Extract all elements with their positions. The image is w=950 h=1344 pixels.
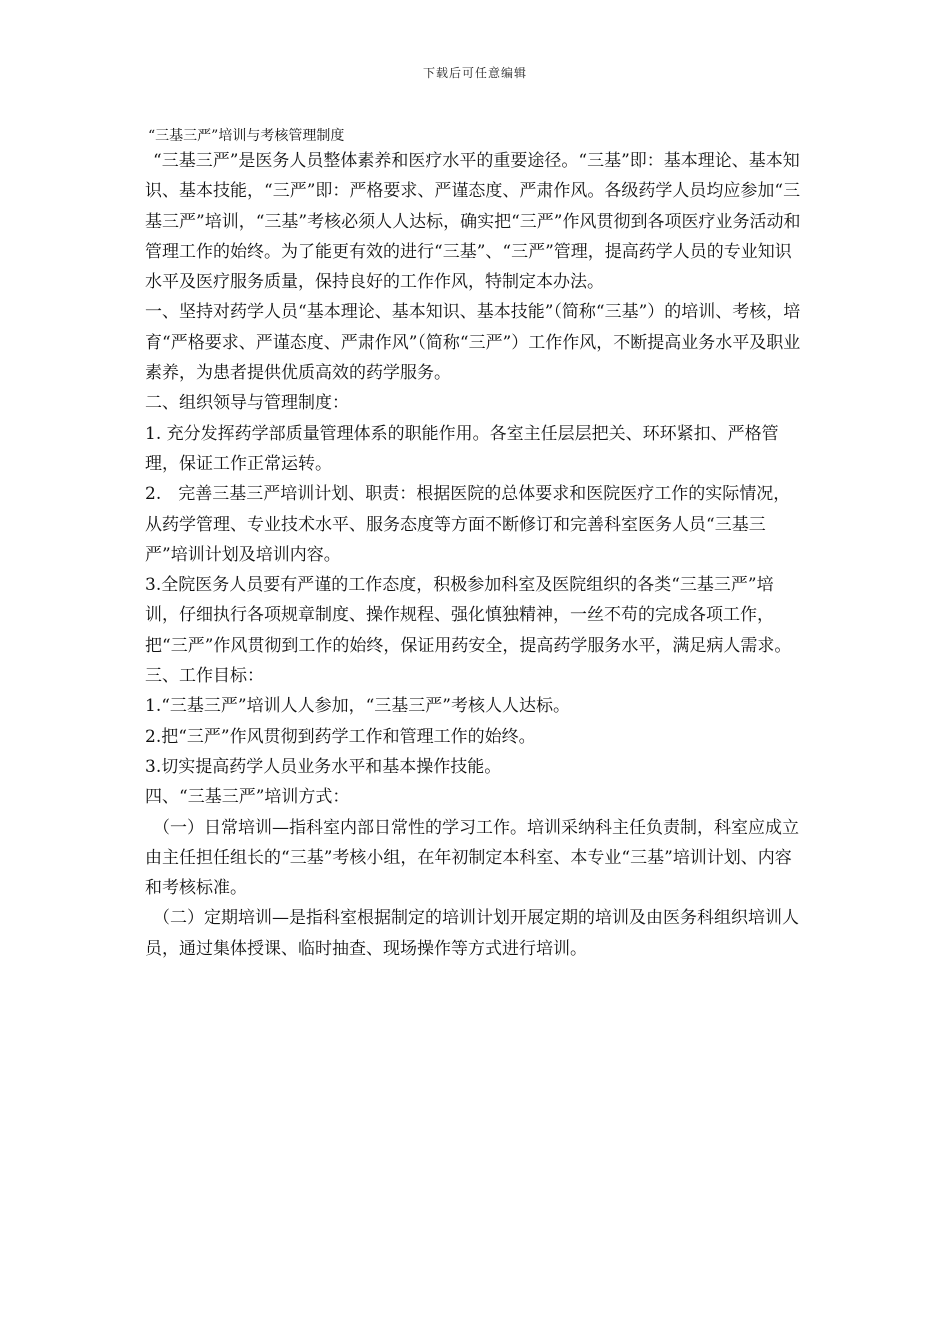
section-2-heading: 二、组织领导与管理制度： [145, 393, 349, 414]
section-3-heading: 三、工作目标： [145, 666, 264, 687]
section-3-item-1: 1.“三基三严”培训人人参加，“三基三严”考核人人达标。 [145, 696, 570, 717]
document-title: “三基三严”培训与考核管理制度 [148, 128, 345, 144]
section-4-item-2: （二）定期培训—是指科室根据制定的培训计划开展定期的培训及由医务科组织培训人员，通过集体授课、临时抽查、现场操作等方式进行培训。 [145, 908, 799, 959]
section-4-heading: 四、“三基三严”培训方式： [145, 787, 350, 808]
document-body [145, 146, 805, 964]
header-note: 下载后可任意编辑 [422, 66, 527, 80]
intro-paragraph: “三基三严”是医务人员整体素养和医疗水平的重要途径。“三基”即：基本理论、基本知识、基本技能，“三严”即：严格要求、严谨态度、严肃作风。各级药学人员均应参加“三基三严”培训，“三基”考核必须人人达标，确实把“三严”作风贯彻到各项医疗业务活动和管理工作的始终。为了能更有效的进行“三基”、“三严”管理，提高药学人员的专业知识水平及医疗服务质量，保持良好的工作作风，特制定本办法。 [145, 151, 801, 293]
section-1-paragraph: 一、坚持对药学人员“基本理论、基本知识、基本技能”（简称“三基”）的培训、考核，培育“严格要求、严谨态度、严肃作风”（简称“三严”）工作作风，不断提高业务水平及职业素养，为患者提供优质高效的药学服务。 [145, 302, 801, 384]
section-3-item-3: 3.切实提高药学人员业务水平和基本操作技能。 [145, 756, 502, 777]
section-2-item-2: 2. 完善三基三严培训计划、职责：根据医院的总体要求和医院医疗工作的实际情况，从药学管理、专业技术水平、服务态度等方面不断修订和完善科室医务人员“三基三严”培训计划及培训内容。 [145, 484, 791, 565]
section-2-item-3: 3.全院医务人员要有严谨的工作态度，积极参加科室及医院组织的各类“三基三严”培训，仔细执行各项规章制度、操作规程、强化慎独精神，一丝不苟的完成各项工作，把“三严”作风贯彻到工作的始终，保证用药安全，提高药学服务水平，满足病人需求。 [145, 575, 792, 656]
section-4-item-1: （一）日常培训—指科室内部日常性的学习工作。培训采纳科主任负责制，科室应成立由主任担任组长的“三基”考核小组，在年初制定本科室、本专业“三基”培训计划、内容和考核标准。 [145, 817, 799, 899]
section-2-item-1: 1. 充分发挥药学部质量管理体系的职能作用。各室主任层层把关、环环紧扣、严格管理，保证工作正常运转。 [145, 423, 779, 474]
section-3-item-2: 2.把“三严”作风贯彻到药学工作和管理工作的始终。 [145, 726, 536, 747]
